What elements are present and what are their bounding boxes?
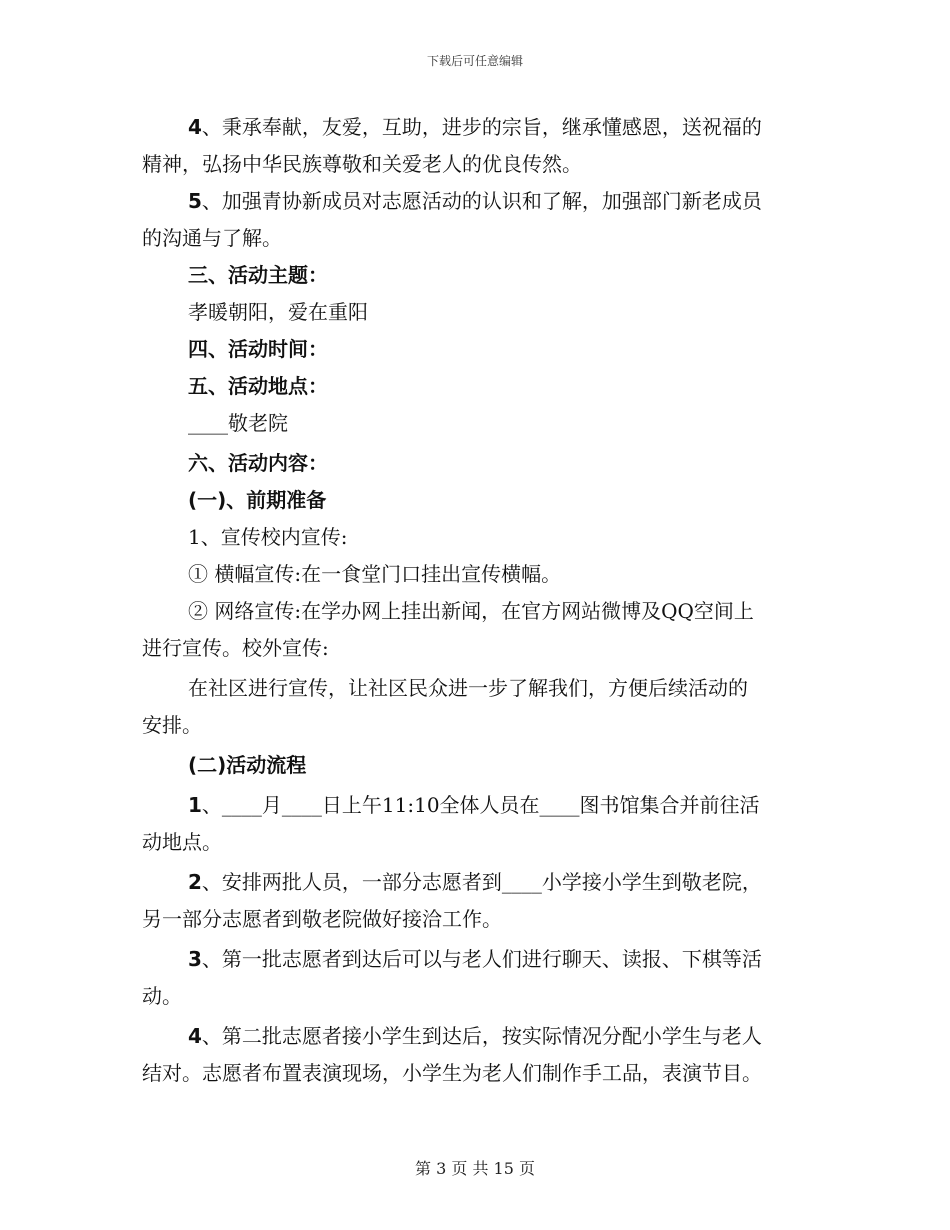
paragraph-5 [142,183,812,220]
theme-text: 孝暖朝阳，爱在重阳 [188,300,368,324]
heading-content: 六、活动内容： [188,451,328,475]
community-publicity-cont: 安排。 [142,713,202,737]
step-1-cont: 动地点。 [142,830,222,854]
publicity-item-banner: ① 横幅宣传:在一食堂门口挂出宣传横幅。 [188,562,562,586]
location-text: ____敬老院 [188,411,288,435]
heading-location: 五、活动地点： [188,374,328,398]
step-text: 、____月____日上午11:10全体人员在____图书馆集合并前往活 [201,793,760,817]
step-4 [142,1018,812,1055]
step-number: 3 [188,947,202,971]
heading-time: 四、活动时间： [188,337,328,361]
paragraph-number: 4 [188,115,202,139]
paragraph-4-cont: 精神，弘扬中华民族尊敬和关爱老人的优良传然。 [142,152,582,176]
publicity-item-online-cont: 进行宣传。校外宣传: [142,636,329,660]
paragraph-text: 、加强青协新成员对志愿活动的认识和了解，加强部门新老成员 [201,189,762,213]
paragraph-4 [142,109,812,146]
step-number: 4 [188,1024,202,1048]
document-body [142,109,812,1092]
subheading-preparation: (一)、前期准备 [188,488,327,512]
page-header: 下载后可任意编辑 [426,54,523,68]
page-footer: 第 3 页 共 15 页 [415,1159,535,1178]
step-3 [142,941,812,978]
publicity-heading: 1、宣传校内宣传: [188,525,348,549]
step-4-cont: 结对。志愿者布置表演现场，小学生为老人们制作手工品，表演节目。 [142,1061,762,1085]
subheading-process: (二)活动流程 [188,753,307,777]
step-1 [142,787,812,824]
paragraph-text: 、秉承奉献，友爱，互助，进步的宗旨，继承懂感恩，送祝福的 [201,115,762,139]
community-publicity: 在社区进行宣传，让社区民众进一步了解我们，方便后续活动的 [188,676,748,700]
step-number: 1 [188,793,202,817]
step-2 [142,864,812,901]
step-number: 2 [188,870,202,894]
paragraph-number: 5 [188,189,202,213]
step-2-cont: 另一部分志愿者到敬老院做好接洽工作。 [142,907,502,931]
heading-theme: 三、活动主题： [188,263,328,287]
paragraph-5-cont: 的沟通与了解。 [142,226,282,250]
step-text: 、第二批志愿者接小学生到达后，按实际情况分配小学生与老人 [201,1024,762,1048]
publicity-item-online: ② 网络宣传:在学办网上挂出新闻，在官方网站微博及QQ空间上 [188,599,754,623]
step-text: 、安排两批人员，一部分志愿者到____小学接小学生到敬老院， [201,870,762,894]
step-text: 、第一批志愿者到达后可以与老人们进行聊天、读报、下棋等活 [201,947,762,971]
step-3-cont: 动。 [142,984,182,1008]
